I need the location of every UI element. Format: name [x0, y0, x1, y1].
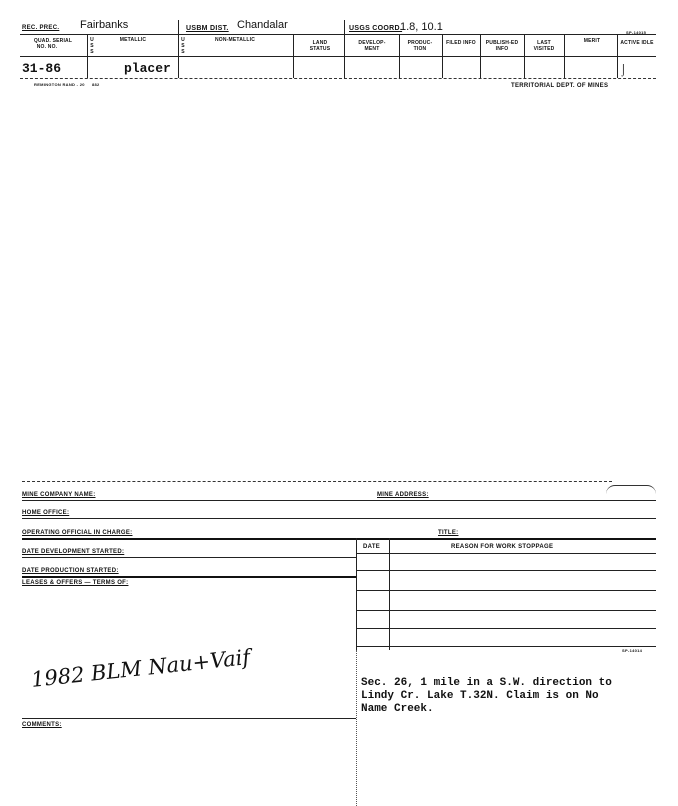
col-land-status: LAND STATUS [309, 40, 331, 52]
remarks-line-2: Lindy Cr. Lake T.32N. Claim is on No [361, 690, 599, 702]
col-merit: MERIT [583, 38, 601, 44]
col-metallic: METALLIC [119, 37, 147, 43]
date-col-label: DATE [363, 544, 381, 550]
col-non-metallic: NON-METALLIC [214, 37, 256, 43]
operating-official-label: OPERATING OFFICIAL IN CHARGE: [22, 530, 133, 536]
rec-prec-label: REC. PREC. [22, 25, 60, 31]
printer-code: 882 [92, 82, 100, 87]
printer-label: REMINGTON RAND - 20 [34, 82, 85, 87]
header-line-2 [20, 56, 656, 57]
home-office-label: HOME OFFICE: [22, 510, 70, 516]
usbm-dist-label: USBM DIST. [186, 25, 229, 32]
remarks-line-1: Sec. 26, 1 mile in a S.W. direction to [361, 677, 612, 689]
comments-label: COMMENTS: [22, 722, 62, 728]
col-active-idle: ACTIVE IDLE [620, 40, 654, 46]
rec-prec-value: Fairbanks [80, 19, 129, 31]
date-production-started-label: DATE PRODUCTION STARTED: [22, 568, 119, 574]
form-number-top: SP-14015 [626, 30, 647, 35]
col-quad: QUAD. SERIAL [33, 38, 73, 44]
col-no: NO. NO. [36, 44, 58, 50]
date-development-started-label: DATE DEVELOPMENT STARTED: [22, 549, 125, 555]
title-label: TITLE: [438, 530, 459, 536]
lower-dash-line [22, 481, 612, 482]
col-development: DEVELOP-MENT [358, 40, 386, 52]
usgs-coord-value: 1.8, 10.1 [400, 21, 443, 33]
col-uss-2: U S S [181, 37, 185, 55]
corner-curve [606, 485, 656, 494]
mine-address-label: MINE ADDRESS: [377, 492, 429, 498]
col-last-visited: LAST VISITED [533, 40, 555, 52]
agency-label: TERRITORIAL DEPT. OF MINES [511, 83, 609, 89]
mine-company-name-label: MINE COMPANY NAME: [22, 492, 96, 498]
handwritten-note: 1982 BLM Nau+Vaif [30, 645, 252, 692]
col-published-info: PUBLISH-ED INFO [485, 40, 519, 52]
active-check-mark: ⌡ [620, 64, 627, 76]
col-filed-info: FILED INFO [446, 40, 476, 46]
usgs-coord-label: USGS COORD. [349, 25, 403, 32]
record-type: placer [124, 61, 171, 76]
reason-col-label: REASON FOR WORK STOPPAGE [451, 544, 554, 550]
form-number-bottom: SP-14014 [622, 648, 643, 653]
usbm-dist-value: Chandalar [237, 19, 288, 31]
header-line-3 [20, 78, 656, 79]
remarks-line-3: Name Creek. [361, 703, 434, 715]
col-production: PRODUC-TION [407, 40, 433, 52]
col-uss-1: U S S [90, 37, 94, 55]
header-line-1 [20, 34, 656, 35]
lower-divider [356, 650, 357, 806]
leases-offers-label: LEASES & OFFERS — TERMS OF: [22, 580, 129, 586]
remarks-block [361, 677, 661, 716]
record-serial: 31-86 [22, 61, 62, 76]
